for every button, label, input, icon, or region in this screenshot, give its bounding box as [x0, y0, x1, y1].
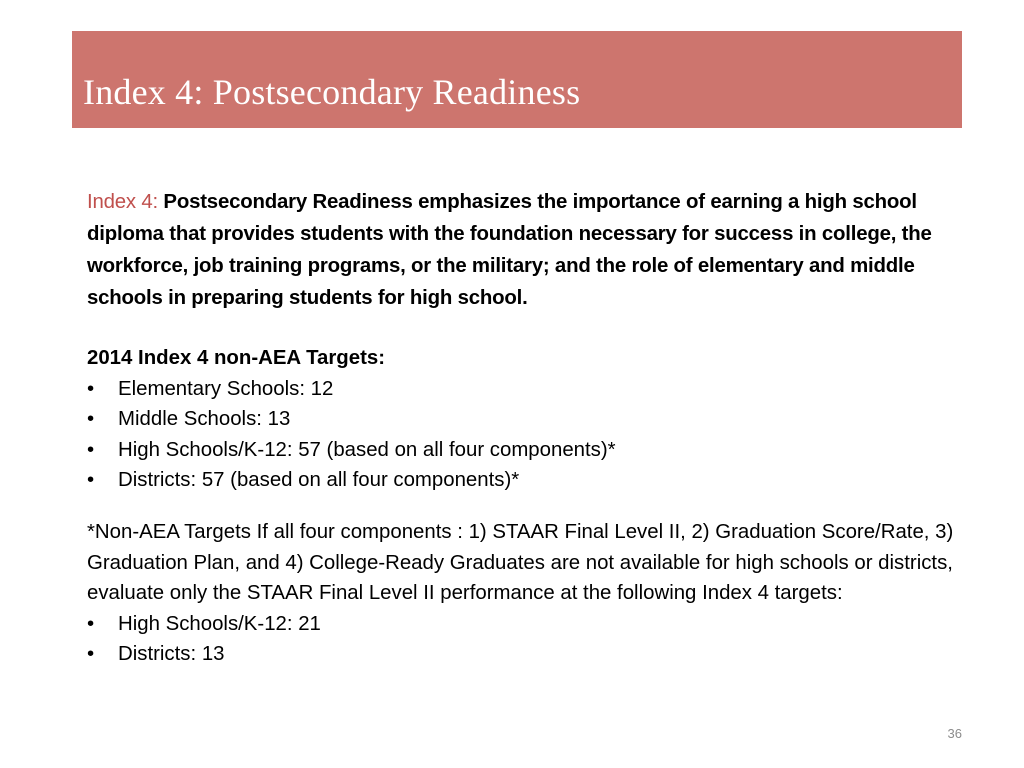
bullet-icon: • — [87, 408, 95, 430]
list-item — [87, 609, 967, 640]
slide-title: Index 4: Postsecondary Readiness — [83, 72, 581, 112]
bullet-icon: • — [87, 612, 95, 635]
intro-paragraph — [87, 186, 992, 314]
list-item-text: Elementary Schools: 12 — [118, 377, 334, 400]
list-item — [87, 639, 967, 670]
list-item — [87, 374, 967, 405]
targets-section — [87, 343, 967, 496]
list-item-text: Middle Schools: 13 — [118, 408, 291, 430]
list-item-text: High Schools/K-12: 57 (based on all four components)* — [118, 438, 616, 461]
footnote-section — [87, 517, 967, 670]
footnote-text: *Non-AEA Targets If all four components : 1) STAAR Final Level II, 2) Graduation Score/Rate, 3) Graduation Plan, and 4) College-Ready Graduates are not available for high schools or districts, evaluate only the STAAR Final Level II performance at the following Index 4 targets: — [87, 521, 954, 604]
bullet-icon: • — [87, 469, 95, 491]
list-item — [87, 404, 967, 435]
list-item-text: Districts: 57 (based on all four components)* — [118, 469, 520, 491]
list-item-text: High Schools/K-12: 21 — [118, 612, 321, 635]
intro-body: Postsecondary Readiness emphasizes the importance of earning a high school diploma that provides students with the foundation necessary for success in college, the workforce, job training programs, or the military; and the role of elementary and middle schools in preparing students for high school. — [87, 191, 932, 309]
intro-lead: Index 4: — [87, 191, 158, 213]
bullet-icon: • — [87, 377, 95, 400]
list-item — [87, 435, 967, 466]
targets-heading: 2014 Index 4 non-AEA Targets: — [87, 347, 386, 369]
list-item — [87, 465, 967, 496]
footnote-list — [87, 609, 967, 670]
bullet-icon: • — [87, 438, 95, 461]
title-banner — [72, 31, 962, 128]
targets-list — [87, 374, 967, 496]
bullet-icon: • — [87, 643, 95, 665]
page-number: 36 — [947, 726, 962, 741]
list-item-text: Districts: 13 — [118, 643, 225, 665]
